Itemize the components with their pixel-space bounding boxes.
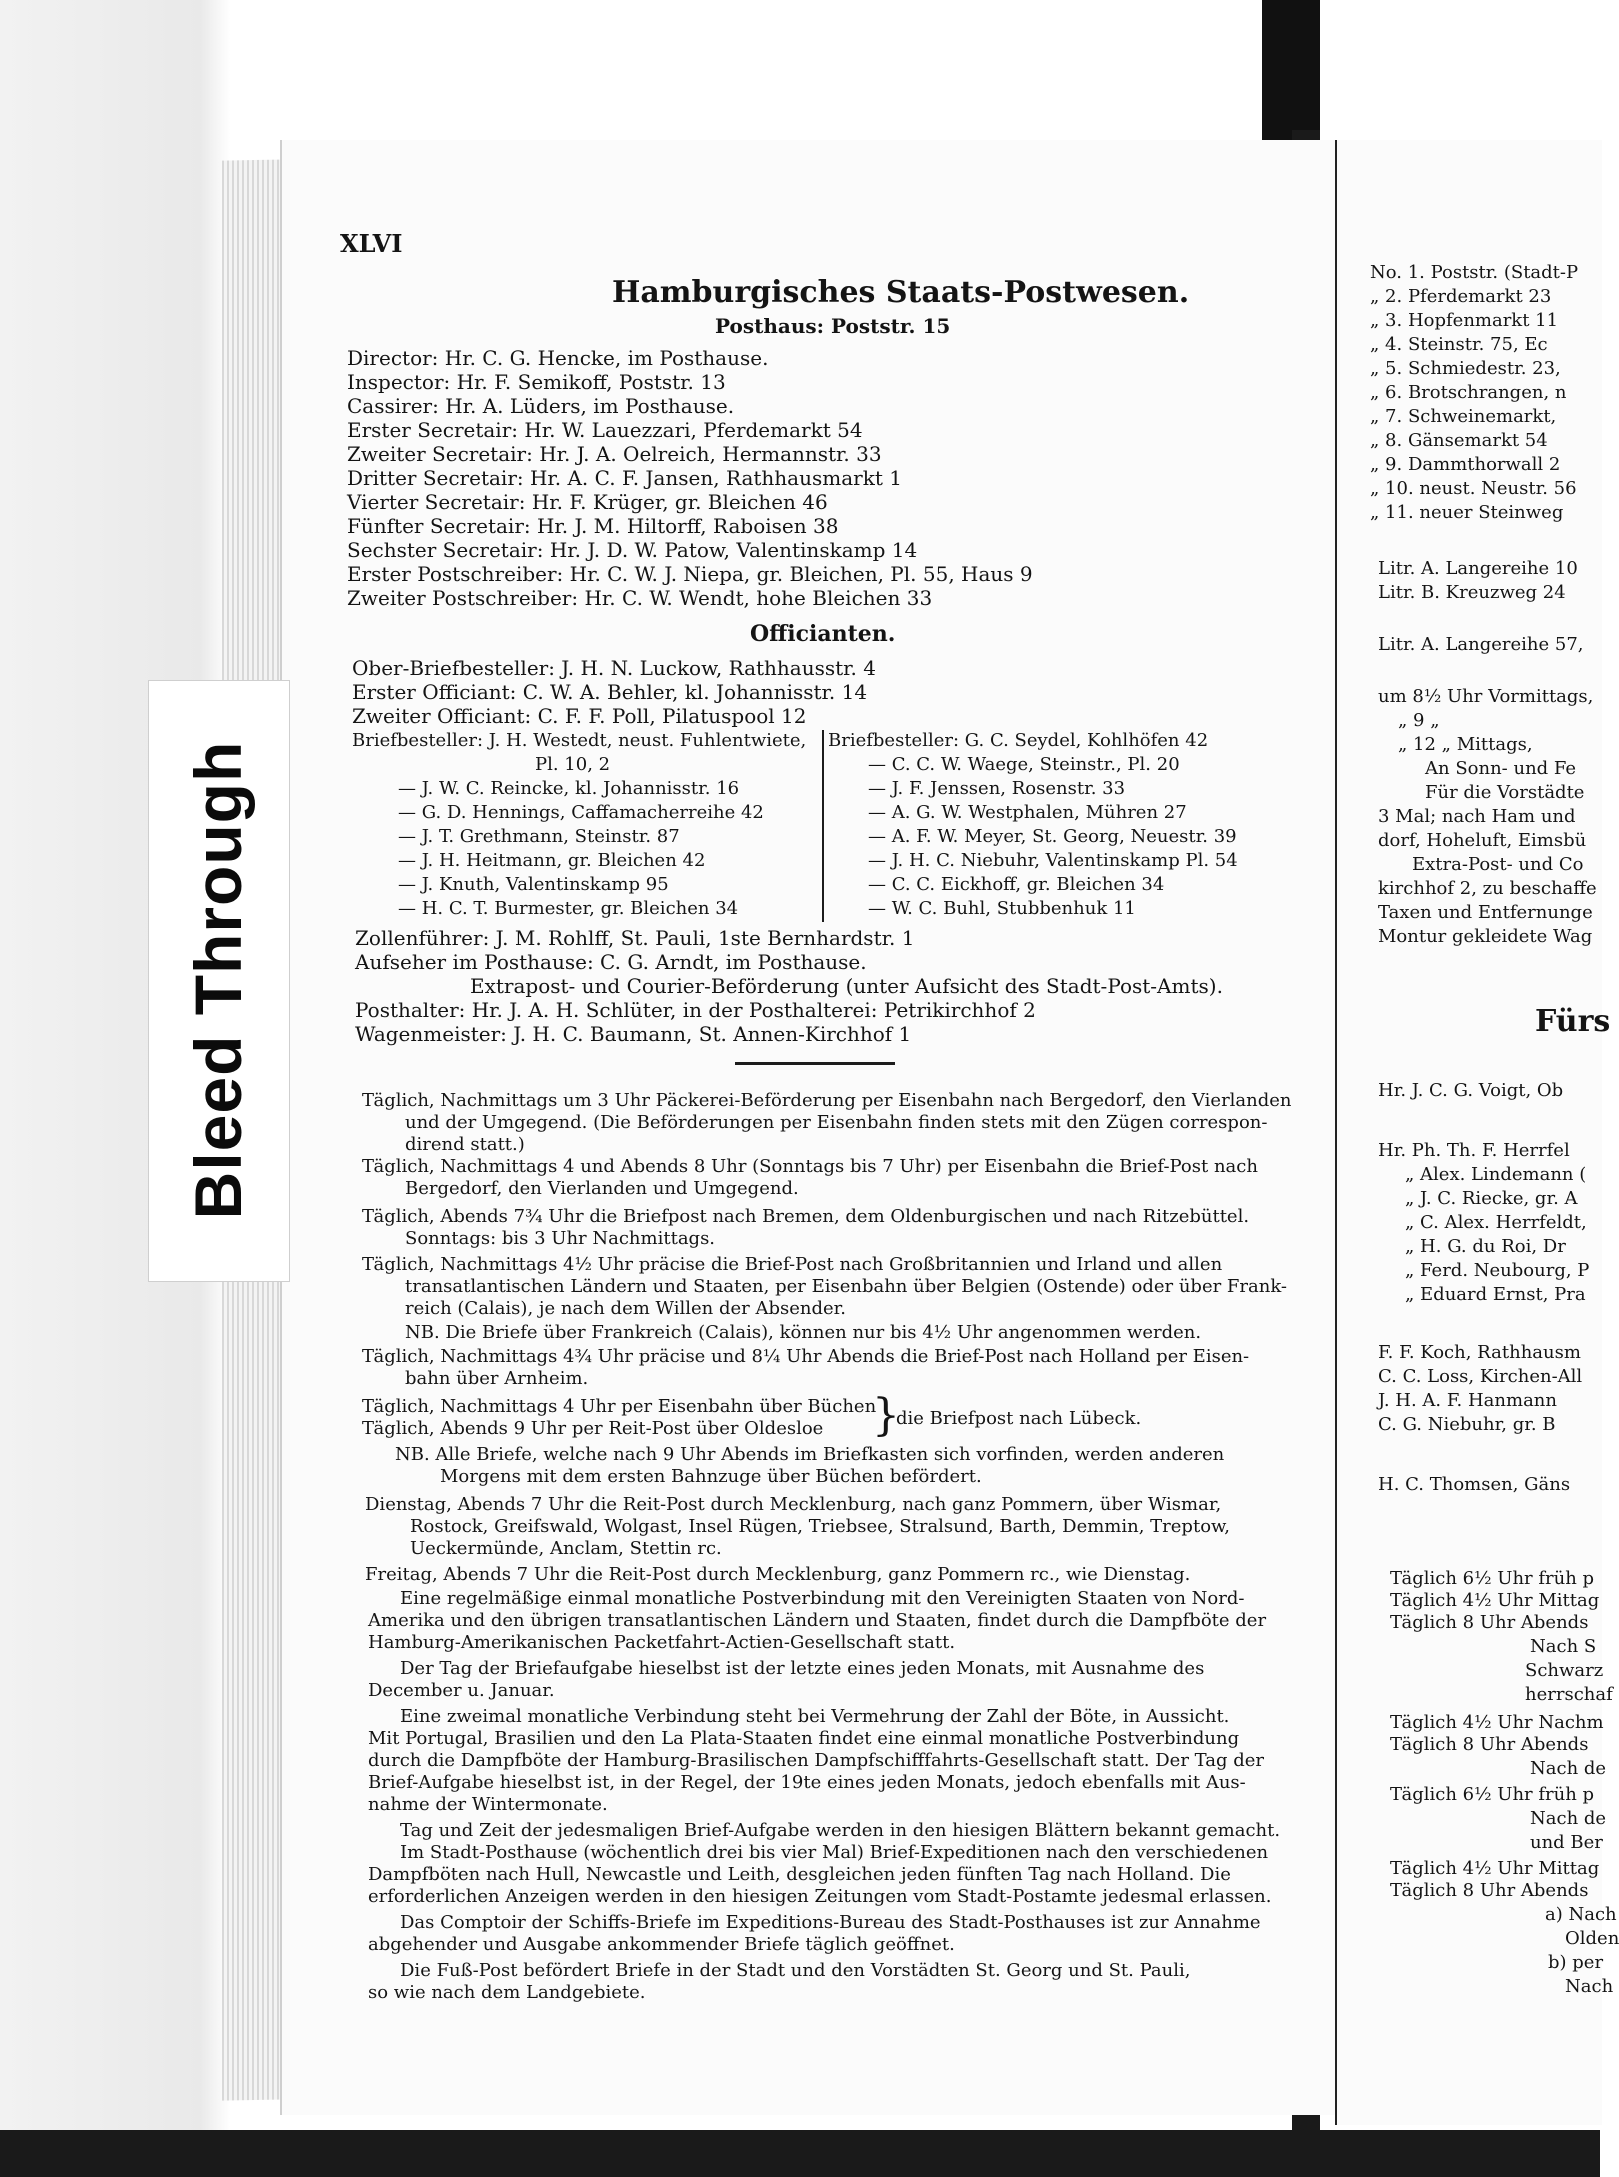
schedule-line: dirend statt.) xyxy=(405,1134,525,1155)
right-line: Schwarz xyxy=(1525,1660,1604,1681)
right-line: 3 Mal; nach Ham und xyxy=(1378,806,1576,827)
officiant-line: Ober-Briefbesteller: J. H. N. Luckow, Rathhausstr. 4 xyxy=(352,656,876,680)
official-line: Director: Hr. C. G. Hencke, im Posthause. xyxy=(347,346,769,370)
schedule-line: Amerika und den übrigen transatlantischen Ländern und Staaten, findet durch die Dampfböte der xyxy=(368,1610,1267,1631)
schedule-line: Bergedorf, den Vierlanden und Umgegend. xyxy=(405,1178,799,1199)
right-line: Für die Vorstädte xyxy=(1425,782,1585,803)
right-line: Täglich 8 Uhr Abends xyxy=(1390,1612,1589,1633)
right-line: Täglich 4½ Uhr Mittag xyxy=(1390,1858,1600,1879)
right-line: „ Ferd. Neubourg, P xyxy=(1405,1260,1590,1281)
right-line: „ 2. Pferdemarkt 23 xyxy=(1370,286,1552,307)
right-line: „ C. Alex. Herrfeldt, xyxy=(1405,1212,1587,1233)
schedule-line: bahn über Arnheim. xyxy=(405,1368,589,1389)
right-line: a) Nach xyxy=(1545,1904,1617,1925)
schedule-line: durch die Dampfböte der Hamburg-Brasilischen Dampfschifffahrts-Gesellschaft statt. Der Tag der xyxy=(368,1750,1265,1771)
luebeck-label: die Briefpost nach Lübeck. xyxy=(896,1408,1142,1429)
schedule-line: Täglich, Abends 7¾ Uhr die Briefpost nach Bremen, dem Oldenburgischen und nach Ritzebüttel. xyxy=(362,1206,1250,1227)
briefbesteller-entry: — J. H. C. Niebuhr, Valentinskamp Pl. 54 xyxy=(868,850,1238,871)
right-line: und Ber xyxy=(1530,1832,1603,1853)
schedule-line: NB. Die Briefe über Frankreich (Calais), können nur bis 4½ Uhr angenommen werden. xyxy=(405,1322,1202,1343)
schedule-line: Täglich, Nachmittags 4½ Uhr präcise die Brief-Post nach Großbritannien und Irland und allen xyxy=(362,1254,1223,1275)
officiant-line: Zweiter Officiant: C. F. F. Poll, Pilatuspool 12 xyxy=(352,704,807,728)
page-number: XLVI xyxy=(340,229,403,258)
briefbesteller-entry: Briefbesteller: J. H. Westedt, neust. Fuhlentwiete, xyxy=(352,730,807,751)
section-rule xyxy=(735,1062,895,1065)
book-spine-shadow xyxy=(1262,0,1320,140)
briefbesteller-entry: — C. C. W. Waege, Steinstr., Pl. 20 xyxy=(868,754,1180,775)
staff-line: Zollenführer: J. M. Rohlff, St. Pauli, 1ste Bernhardstr. 1 xyxy=(355,926,915,950)
right-line: „ Eduard Ernst, Pra xyxy=(1405,1284,1586,1305)
luebeck-line: Täglich, Nachmittags 4 Uhr per Eisenbahn über Büchen xyxy=(362,1396,877,1417)
schedule-line: Brief-Aufgabe hieselbst ist, in der Regel, der 19te eines jeden Monats, jedoch ebenfalls mit Aus- xyxy=(368,1772,1246,1793)
right-line: „ J. C. Riecke, gr. A xyxy=(1405,1188,1578,1209)
schedule-line: Morgens mit dem ersten Bahnzuge über Büchen befördert. xyxy=(440,1466,982,1487)
schedule-line: Rostock, Greifswald, Wolgast, Insel Rügen, Triebsee, Stralsund, Barth, Demmin, Treptow, xyxy=(410,1516,1231,1537)
briefbesteller-entry: — J. Knuth, Valentinskamp 95 xyxy=(398,874,669,895)
briefbesteller-entry: — G. D. Hennings, Caffamacherreihe 42 xyxy=(398,802,764,823)
right-line: dorf, Hoheluft, Eimsbü xyxy=(1378,830,1587,851)
staff-line: Extrapost- und Courier-Beförderung (unter Aufsicht des Stadt-Post-Amts). xyxy=(470,974,1223,998)
right-line: Täglich 4½ Uhr Mittag xyxy=(1390,1590,1600,1611)
schedule-line: Der Tag der Briefaufgabe hieselbst ist der letzte eines jeden Monats, mit Ausnahme des xyxy=(400,1658,1205,1679)
bleed-through-label: Bleed Through xyxy=(181,740,255,1220)
right-line: „ 10. neust. Neustr. 56 xyxy=(1370,478,1577,499)
right-line: C. C. Loss, Kirchen-All xyxy=(1378,1366,1583,1387)
right-line: Litr. B. Kreuzweg 24 xyxy=(1378,582,1566,603)
right-line: „ 9 „ xyxy=(1398,710,1440,731)
schedule-line: abgehender und Ausgabe ankommender Briefe täglich geöffnet. xyxy=(368,1934,955,1955)
right-line: b) per xyxy=(1548,1952,1604,1973)
luebeck-line: Täglich, Abends 9 Uhr per Reit-Post über Oldesloe xyxy=(362,1418,824,1439)
schedule-line: reich (Calais), je nach dem Willen der Absender. xyxy=(405,1298,846,1319)
briefbesteller-entry: — A. G. W. Westphalen, Mühren 27 xyxy=(868,802,1187,823)
schedule-line: NB. Alle Briefe, welche nach 9 Uhr Abends im Briefkasten sich vorfinden, werden anderen xyxy=(395,1444,1225,1465)
briefbesteller-entry: Briefbesteller: G. C. Seydel, Kohlhöfen 42 xyxy=(828,730,1209,751)
right-line: „ H. G. du Roi, Dr xyxy=(1405,1236,1566,1257)
schedule-line: Im Stadt-Posthause (wöchentlich drei bis vier Mal) Brief-Expeditionen nach den verschiedenen xyxy=(400,1842,1269,1863)
posthaus-address: Posthaus: Poststr. 15 xyxy=(715,314,951,338)
schedule-line: erforderlichen Anzeigen werden in den hiesigen Zeitungen vom Stadt-Postamte jedesmal erlassen. xyxy=(368,1886,1272,1907)
right-line: Olden xyxy=(1565,1928,1619,1949)
officianten-heading: Officianten. xyxy=(750,621,896,647)
right-line: H. C. Thomsen, Gäns xyxy=(1378,1474,1571,1495)
briefbesteller-entry: — J. T. Grethmann, Steinstr. 87 xyxy=(398,826,680,847)
right-line: Täglich 6½ Uhr früh p xyxy=(1390,1568,1595,1589)
schedule-line: Dienstag, Abends 7 Uhr die Reit-Post durch Mecklenburg, nach ganz Pommern, über Wismar, xyxy=(365,1494,1222,1515)
schedule-line: transatlantischen Ländern und Staaten, per Eisenbahn über Belgien (Ostende) oder über Frank- xyxy=(405,1276,1288,1297)
right-line: Täglich 6½ Uhr früh p xyxy=(1390,1784,1595,1805)
right-line: Taxen und Entfernunge xyxy=(1378,902,1593,923)
schedule-line: Dampfböten nach Hull, Newcastle und Leith, desgleichen jeden fünften Tag nach Holland. Die xyxy=(368,1864,1231,1885)
schedule-line: und der Umgegend. (Die Beförderungen per Eisenbahn finden stets mit den Zügen correspon- xyxy=(405,1112,1268,1133)
staff-line: Aufseher im Posthause: C. G. Arndt, im Posthause. xyxy=(355,950,867,974)
schedule-line: Das Comptoir der Schiffs-Briefe im Expeditions-Bureau des Stadt-Posthauses ist zur Annahme xyxy=(400,1912,1261,1933)
schedule-line: Täglich, Nachmittags um 3 Uhr Päckerei-Beförderung per Eisenbahn nach Bergedorf, den Vierlanden xyxy=(362,1090,1292,1111)
schedule-line: December u. Januar. xyxy=(368,1680,555,1701)
right-line: Hr. Ph. Th. F. Herrfel xyxy=(1378,1140,1570,1161)
right-line: „ 7. Schweinemarkt, xyxy=(1370,406,1557,427)
right-page-text xyxy=(1340,0,1619,2177)
briefbesteller-entry: — J. H. Heitmann, gr. Bleichen 42 xyxy=(398,850,706,871)
right-line: J. H. A. F. Hanmann xyxy=(1378,1390,1557,1411)
page-title: Hamburgisches Staats-Postwesen. xyxy=(612,275,1190,310)
schedule-line: Hamburg-Amerikanischen Packetfahrt-Actien-Gesellschaft statt. xyxy=(368,1632,956,1653)
right-line: „ 9. Dammthorwall 2 xyxy=(1370,454,1561,475)
briefbesteller-entry: — H. C. T. Burmester, gr. Bleichen 34 xyxy=(398,898,739,919)
officiant-line: Erster Officiant: C. W. A. Behler, kl. Johannisstr. 14 xyxy=(352,680,868,704)
right-line: Täglich 8 Uhr Abends xyxy=(1390,1880,1589,1901)
official-line: Cassirer: Hr. A. Lüders, im Posthause. xyxy=(347,394,735,418)
right-line: „ 11. neuer Steinweg xyxy=(1370,502,1564,523)
right-line: Täglich 8 Uhr Abends xyxy=(1390,1734,1589,1755)
right-line: Nach de xyxy=(1530,1808,1607,1829)
official-line: Zweiter Postschreiber: Hr. C. W. Wendt, hohe Bleichen 33 xyxy=(347,586,933,610)
official-line: Zweiter Secretair: Hr. J. A. Oelreich, Hermannstr. 33 xyxy=(347,442,882,466)
right-line: Litr. A. Langereihe 57, xyxy=(1378,634,1584,655)
schedule-line: Die Fuß-Post befördert Briefe in der Stadt und den Vorstädten St. Georg und St. Pauli, xyxy=(400,1960,1191,1981)
official-line: Dritter Secretair: Hr. A. C. F. Jansen, Rathhausmarkt 1 xyxy=(347,466,902,490)
official-line: Vierter Secretair: Hr. F. Krüger, gr. Bleichen 46 xyxy=(347,490,828,514)
briefbesteller-entry: — A. F. W. Meyer, St. Georg, Neuestr. 39 xyxy=(868,826,1237,847)
right-line: „ 3. Hopfenmarkt 11 xyxy=(1370,310,1559,331)
right-line: F. F. Koch, Rathhausm xyxy=(1378,1342,1581,1363)
right-line: „ 5. Schmiedestr. 23, xyxy=(1370,358,1561,379)
briefbesteller-entry: — J. F. Jenssen, Rosenstr. 33 xyxy=(868,778,1126,799)
schedule-line: nahme der Wintermonate. xyxy=(368,1794,608,1815)
right-line: Litr. A. Langereihe 10 xyxy=(1378,558,1578,579)
right-line: kirchhof 2, zu beschaffe xyxy=(1378,878,1597,899)
schedule-line: Eine regelmäßige einmal monatliche Postverbindung mit den Vereinigten Staaten von Nord- xyxy=(400,1588,1245,1609)
right-line: „ Alex. Lindemann ( xyxy=(1405,1164,1587,1185)
right-line: Nach de xyxy=(1530,1758,1607,1779)
right-section-heading: Fürs xyxy=(1535,1004,1611,1039)
schedule-line: Täglich, Nachmittags 4¾ Uhr präcise und 8¼ Uhr Abends die Brief-Post nach Holland per Eisen- xyxy=(362,1346,1250,1367)
right-line: herrschaf xyxy=(1525,1684,1613,1705)
official-line: Fünfter Secretair: Hr. J. M. Hiltorff, Raboisen 38 xyxy=(347,514,839,538)
briefbesteller-entry: — J. W. C. Reincke, kl. Johannisstr. 16 xyxy=(398,778,740,799)
right-line: „ 12 „ Mittags, xyxy=(1398,734,1533,755)
official-line: Erster Postschreiber: Hr. C. W. J. Niepa, gr. Bleichen, Pl. 55, Haus 9 xyxy=(347,562,1033,586)
right-line: Hr. J. C. G. Voigt, Ob xyxy=(1378,1080,1564,1101)
right-line: C. G. Niebuhr, gr. B xyxy=(1378,1414,1556,1435)
right-line: Extra-Post- und Co xyxy=(1412,854,1584,875)
right-line: „ 8. Gänsemarkt 54 xyxy=(1370,430,1548,451)
right-line: „ 4. Steinstr. 75, Ec xyxy=(1370,334,1548,355)
right-line: An Sonn- und Fe xyxy=(1425,758,1577,779)
right-line: Montur gekleidete Wag xyxy=(1378,926,1593,947)
briefbesteller-entry: — W. C. Buhl, Stubbenhuk 11 xyxy=(868,898,1136,919)
schedule-line: Eine zweimal monatliche Verbindung steht bei Vermehrung der Zahl der Böte, in Aussicht. xyxy=(400,1706,1230,1727)
official-line: Inspector: Hr. F. Semikoff, Poststr. 13 xyxy=(347,370,726,394)
right-line: „ 6. Brotschrangen, n xyxy=(1370,382,1567,403)
right-line: um 8½ Uhr Vormittags, xyxy=(1378,686,1594,707)
right-line: No. 1. Poststr. (Stadt-P xyxy=(1370,262,1579,283)
luebeck-brace: } xyxy=(872,1390,900,1441)
schedule-line: Mit Portugal, Brasilien und den La Plata-Staaten findet eine einmal monatliche Postverbindung xyxy=(368,1728,1240,1749)
right-line: Nach xyxy=(1565,1976,1614,1997)
staff-line: Wagenmeister: J. H. C. Baumann, St. Annen-Kirchhof 1 xyxy=(355,1022,912,1046)
schedule-line: Sonntags: bis 3 Uhr Nachmittags. xyxy=(405,1228,716,1249)
column-divider xyxy=(822,730,824,922)
briefbesteller-entry: — C. C. Eickhoff, gr. Bleichen 34 xyxy=(868,874,1165,895)
briefbesteller-entry: Pl. 10, 2 xyxy=(535,754,611,775)
right-line: Nach S xyxy=(1530,1636,1597,1657)
staff-line: Posthalter: Hr. J. A. H. Schlüter, in der Posthalterei: Petrikirchhof 2 xyxy=(355,998,1036,1022)
official-line: Sechster Secretair: Hr. J. D. W. Patow, Valentinskamp 14 xyxy=(347,538,918,562)
schedule-line: Täglich, Nachmittags 4 und Abends 8 Uhr (Sonntags bis 7 Uhr) per Eisenbahn die Brief-Post nach xyxy=(362,1156,1258,1177)
schedule-line: Freitag, Abends 7 Uhr die Reit-Post durch Mecklenburg, ganz Pommern rc., wie Dienstag. xyxy=(365,1564,1191,1585)
official-line: Erster Secretair: Hr. W. Lauezzari, Pferdemarkt 54 xyxy=(347,418,863,442)
schedule-line: Ueckermünde, Anclam, Stettin rc. xyxy=(410,1538,722,1559)
schedule-line: so wie nach dem Landgebiete. xyxy=(368,1982,646,2003)
right-line: Täglich 4½ Uhr Nachm xyxy=(1390,1712,1604,1733)
schedule-line: Tag und Zeit der jedesmaligen Brief-Aufgabe werden in den hiesigen Blättern bekannt gemacht. xyxy=(400,1820,1281,1841)
